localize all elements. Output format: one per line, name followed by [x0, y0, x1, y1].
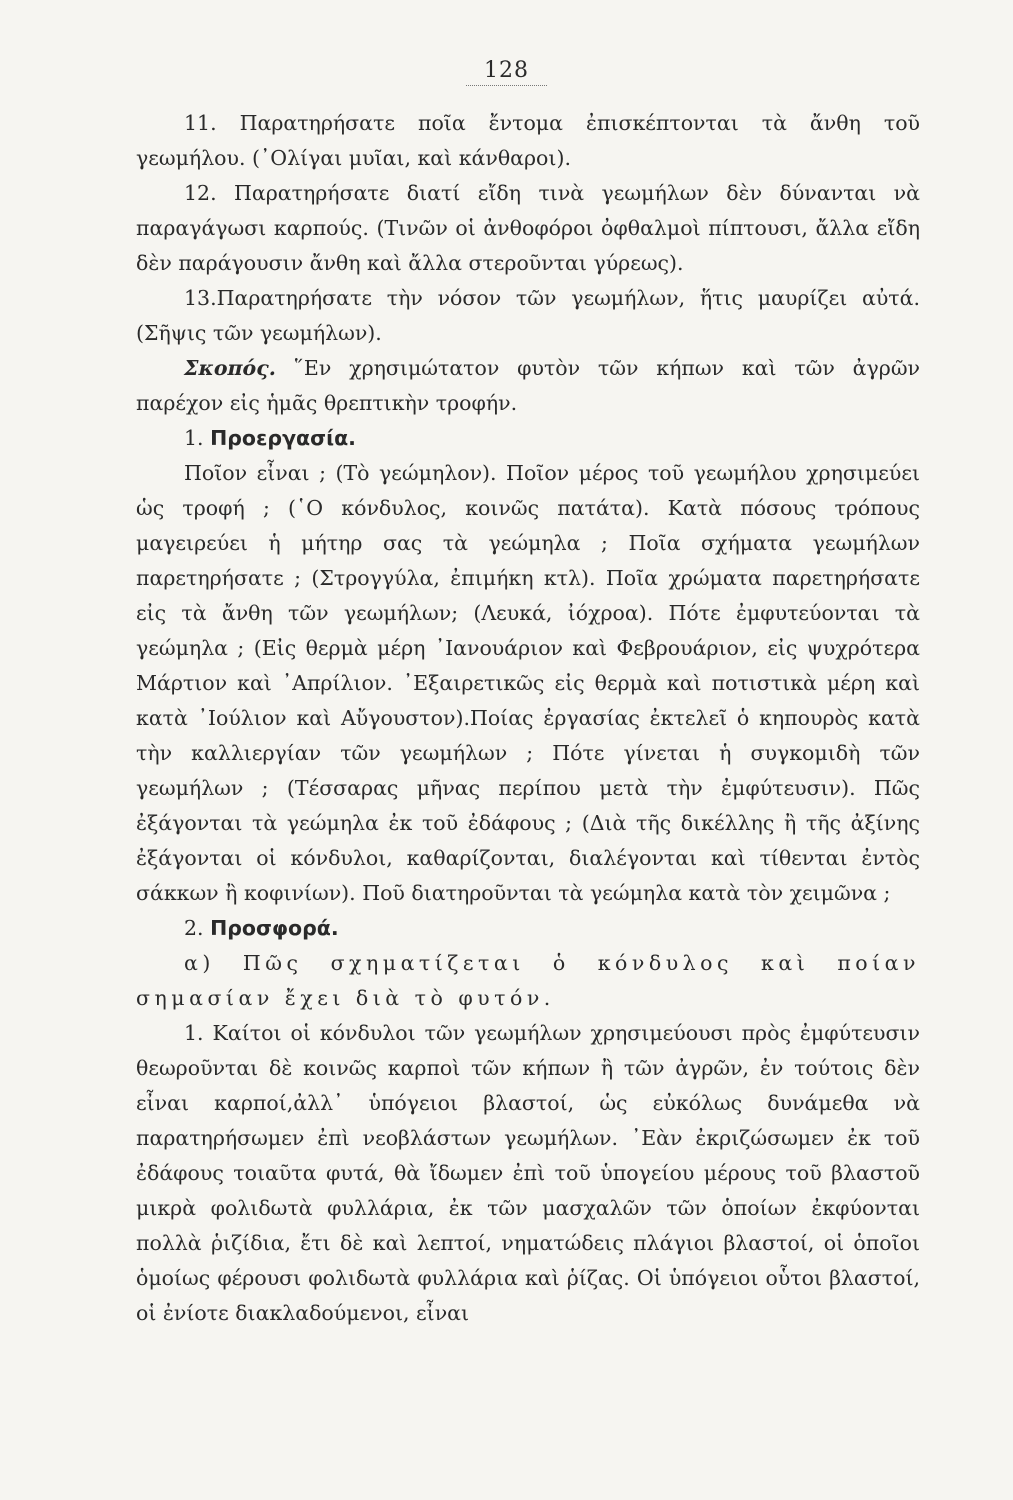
purpose-text: ῞Εν χρησιμώτατον φυτὸν τῶν κήπων καὶ τῶν ἀγρῶν παρέχον εἰς ἡμᾶς θρεπτικὴν τροφήν. — [136, 356, 920, 415]
paragraph: Ποῖον εἶναι ; (Τὸ γεώμηλον). Ποῖον μέρος τοῦ γεωμήλου χρησιμεύει ὡς τροφή ; (῾Ο κόνδυλος, κοινῶς πατάτα). Κατὰ πόσους τρόπους μαγειρεύει ἡ μήτηρ σας τὰ γεώμηλα ; Ποῖα σχήματα γεωμήλων παρετηρήσατε ; (Στρογγύλα, ἐπιμήκη κτλ). Ποῖα χρώματα παρετηρήσατε εἰς τὰ ἄνθη τῶν γεωμήλων; (Λευκά, ἰόχροα). Πότε ἐμφυτεύονται τὰ γεώμηλα ; (Εἰς θερμὰ μέρη ᾽Ιανουάριον καὶ Φεβρουάριον, εἰς ψυχρότερα Μάρτιον καὶ ᾽Απρίλιον. ᾽Εξαιρετικῶς εἰς θερμὰ καὶ ποτιστικὰ μέρη καὶ κατὰ ᾽Ιούλιον καὶ Αὔγουστον).Ποίας ἐργασίας ἐκτελεῖ ὁ κηπουρὸς κατὰ τὴν καλλιεργίαν τῶν γεωμήλων ; Πότε γίνεται ἡ συγκομιδὴ τῶν γεωμήλων ; (Τέσσαρας μῆνας περίπου μετὰ τὴν ἐμφύτευσιν). Πῶς ἐξάγονται τὰ γεώμηλα ἐκ τοῦ ἐδάφους ; (Διὰ τῆς δικέλλης ἢ τῆς ἀξίνης ἐξάγονται οἱ κόνδυλοι, καθαρίζονται, διαλέγονται καὶ τίθενται ἐντὸς σάκκων ἢ κοφινίων). Ποῦ διατηροῦνται τὰ γεώμηλα κατὰ τὸν χειμῶνα ; — [136, 461, 920, 905]
section-title: Προεργασία. — [210, 426, 356, 450]
page-number: 128 — [0, 58, 1013, 83]
page-body — [136, 106, 920, 1331]
section-heading — [136, 421, 920, 456]
subheading: α) Πῶς σχηματίζεται ὁ κόνδυλος καὶ ποίαν σημασίαν ἔχει διὰ τὸ φυτόν. — [136, 951, 920, 1010]
paragraph: 11. Παρατηρήσατε ποῖα ἔντομα ἐπισκέπτονται τὰ ἄνθη τοῦ γεωμήλου. (᾽Ολίγαι μυῖαι, καὶ κάνθαροι). — [136, 111, 920, 170]
section-title: Προσφορά. — [210, 916, 339, 940]
paragraph: 13.Παρατηρήσατε τὴν νόσον τῶν γεωμήλων, ἥτις μαυρίζει αὐτά. (Σῆψις τῶν γεωμήλων). — [136, 286, 920, 345]
section-number: 1. — [184, 426, 204, 450]
section-number: 2. — [184, 916, 204, 940]
paragraph: 1. Καίτοι οἱ κόνδυλοι τῶν γεωμήλων χρησιμεύουσι πρὸς ἐμφύτευσιν θεωροῦνται δὲ κοινῶς καρποὶ τῶν κήπων ἢ τῶν ἀγρῶν, ἐν τούτοις δὲν εἶναι καρποί,ἀλλ᾽ ὑπόγειοι βλαστοί, ὡς εὐκόλως δυνάμεθα νὰ παρατηρήσωμεν ἐπὶ νεοβλάστων γεωμήλων. ᾽Εὰν ἐκριζώσωμεν ἐκ τοῦ ἐδάφους τοιαῦτα φυτά, θὰ ἴδωμεν ἐπὶ τοῦ ὑπογείου μέρους τοῦ βλαστοῦ μικρὰ φολιδωτὰ φυλλάρια, ἐκ τῶν μασχαλῶν τῶν ὁποίων ἐκφύονται πολλὰ ῥιζίδια, ἔτι δὲ καὶ λεπτοί, νηματώδεις πλάγιοι βλαστοί, οἱ ὁποῖοι ὁμοίως φέρουσι φολιδωτὰ φυλλάρια καὶ ῥίζας. Οἱ ὑπόγειοι οὗτοι βλαστοί, οἱ ἐνίοτε διακλαδούμενοι, εἶναι — [136, 1021, 920, 1325]
section-heading — [136, 911, 920, 946]
purpose-label: Σκοπός. — [184, 356, 276, 380]
paragraph-purpose — [136, 351, 920, 421]
paragraph: 12. Παρατηρήσατε διατί εἴδη τινὰ γεωμήλων δὲν δύνανται νὰ παραγάγωσι καρπούς. (Τινῶν οἱ ἀνθοφόροι ὀφθαλμοὶ πίπτουσι, ἄλλα εἴδη δὲν παράγουσιν ἄνθη καὶ ἄλλα στεροῦνται γύρεως). — [136, 181, 920, 275]
